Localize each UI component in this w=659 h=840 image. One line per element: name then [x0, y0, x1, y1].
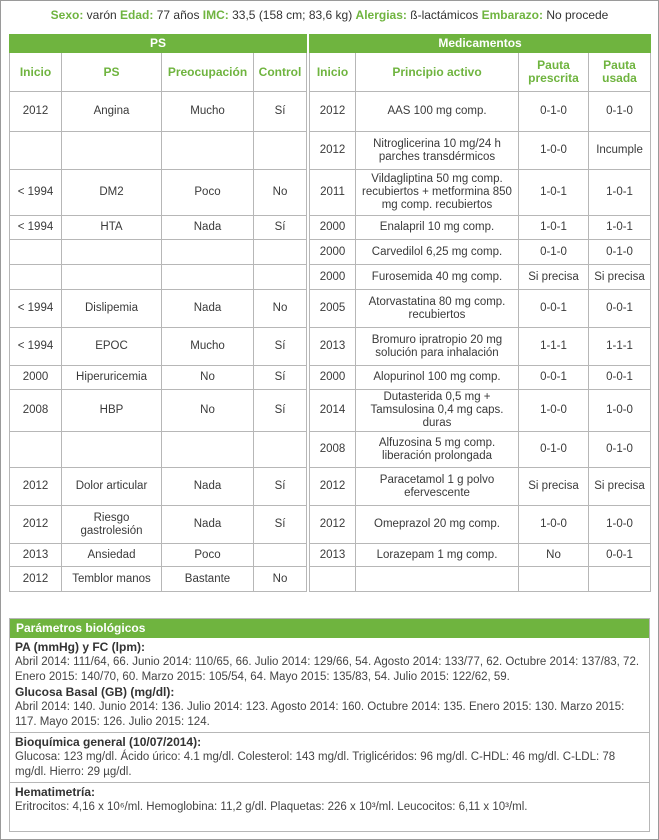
embarazo-value: No procede — [546, 8, 609, 22]
med-cell-inicio: 2013 — [310, 544, 356, 567]
bioquimica-heading: Bioquímica general (10/07/2014): — [15, 735, 202, 749]
ps-cell-inicio: < 1994 — [10, 216, 62, 240]
ps-row — [10, 92, 307, 132]
ps-row — [10, 544, 307, 567]
ps-cell-ps — [62, 240, 162, 265]
ps-cell-preocupacion: Nada — [162, 506, 254, 544]
ps-cell-ps — [62, 265, 162, 290]
ps-cell-control — [254, 132, 307, 170]
ps-cell-control: Sí — [254, 390, 307, 432]
med-row — [310, 170, 651, 216]
ps-cell-ps — [62, 432, 162, 468]
ps-cell-inicio: 2012 — [10, 92, 62, 132]
ps-row — [10, 240, 307, 265]
ps-cell-ps: Ansiedad — [62, 544, 162, 567]
ps-cell-inicio — [10, 265, 62, 290]
med-cell-inicio: 2000 — [310, 265, 356, 290]
ps-col-ps: PS — [62, 53, 162, 92]
med-cell-inicio: 2012 — [310, 506, 356, 544]
ps-cell-preocupacion — [162, 432, 254, 468]
medicamentos-table-body — [310, 92, 651, 592]
ps-cell-control: No — [254, 290, 307, 328]
ps-cell-control — [254, 265, 307, 290]
ps-cell-inicio: < 1994 — [10, 170, 62, 216]
med-cell-principio-activo: Paracetamol 1 g polvo efervescente — [356, 468, 519, 506]
ps-cell-ps: EPOC — [62, 328, 162, 366]
med-cell-principio-activo — [356, 567, 519, 592]
ps-cell-control: Sí — [254, 468, 307, 506]
med-cell-principio-activo: Vildagliptina 50 mg comp. recubiertos + metformina 850 mg comp. recubiertos — [356, 170, 519, 216]
med-cell-pauta-usada: 1-0-1 — [589, 216, 651, 240]
hematimetria-section — [10, 783, 649, 815]
ps-cell-ps: Angina — [62, 92, 162, 132]
med-cell-principio-activo: Enalapril 10 mg comp. — [356, 216, 519, 240]
med-cell-pauta-usada: Si precisa — [589, 265, 651, 290]
med-col-pauta-usada: Pauta usada — [589, 53, 651, 92]
med-cell-pauta-prescrita: 1-0-1 — [519, 216, 589, 240]
med-row — [310, 92, 651, 132]
med-cell-inicio: 2000 — [310, 240, 356, 265]
pa-section — [10, 638, 649, 730]
med-cell-principio-activo: Lorazepam 1 mg comp. — [356, 544, 519, 567]
med-cell-pauta-usada: 0-1-0 — [589, 240, 651, 265]
ps-cell-ps: Dolor articular — [62, 468, 162, 506]
med-cell-principio-activo: Dutasterida 0,5 mg + Tamsulosina 0,4 mg caps. duras — [356, 390, 519, 432]
med-cell-principio-activo: Furosemida 40 mg comp. — [356, 265, 519, 290]
ps-cell-inicio — [10, 432, 62, 468]
med-row — [310, 468, 651, 506]
med-cell-principio-activo: AAS 100 mg comp. — [356, 92, 519, 132]
med-cell-pauta-usada: 1-0-0 — [589, 390, 651, 432]
imc-value: 33,5 (158 cm; 83,6 kg) — [232, 8, 353, 22]
ps-cell-control: Sí — [254, 506, 307, 544]
ps-cell-inicio — [10, 132, 62, 170]
med-row — [310, 290, 651, 328]
ps-cell-preocupacion: Mucho — [162, 92, 254, 132]
ps-row — [10, 328, 307, 366]
med-cell-pauta-usada: 0-0-1 — [589, 366, 651, 390]
ps-row — [10, 216, 307, 240]
ps-row — [10, 432, 307, 468]
med-cell-pauta-usada: Si precisa — [589, 468, 651, 506]
parametros-biologicos-panel — [9, 618, 650, 832]
ps-cell-inicio: < 1994 — [10, 328, 62, 366]
med-cell-principio-activo: Alfuzosina 5 mg comp. liberación prolongada — [356, 432, 519, 468]
med-cell-principio-activo: Carvedilol 6,25 mg comp. — [356, 240, 519, 265]
ps-col-control: Control — [254, 53, 307, 92]
med-row — [310, 366, 651, 390]
ps-cell-ps: Hiperuricemia — [62, 366, 162, 390]
parametros-biologicos-title: Parámetros biológicos — [10, 619, 649, 638]
med-cell-inicio: 2000 — [310, 216, 356, 240]
med-cell-pauta-prescrita: 0-1-0 — [519, 240, 589, 265]
med-cell-pauta-prescrita: 1-0-1 — [519, 170, 589, 216]
med-col-principio-activo: Principio activo — [356, 53, 519, 92]
ps-cell-ps: HTA — [62, 216, 162, 240]
ps-row — [10, 506, 307, 544]
med-cell-inicio: 2012 — [310, 132, 356, 170]
med-cell-pauta-prescrita: 0-1-0 — [519, 92, 589, 132]
ps-cell-control — [254, 544, 307, 567]
med-cell-inicio: 2000 — [310, 366, 356, 390]
ps-table — [9, 34, 307, 592]
sexo-label: Sexo: — [50, 8, 84, 22]
gb-heading: Glucosa Basal (GB) (mg/dl): — [15, 685, 175, 699]
ps-cell-inicio: < 1994 — [10, 290, 62, 328]
pa-values: Abril 2014: 111/64, 66. Junio 2014: 110/65, 66. Julio 2014: 129/66, 54. Agosto 2014: 133/77, 62. Octubre 2014: 137/83, 72. Enero 2015: 140/70, 60. Marzo 2015: 105/54, 64. Mayo 2015: 135/83, 54. Julio 2015: 122/62, 59. — [15, 656, 640, 683]
med-cell-pauta-usada: 0-1-0 — [589, 92, 651, 132]
med-row — [310, 506, 651, 544]
hematimetria-heading: Hematimetría: — [15, 785, 96, 799]
med-cell-principio-activo: Nitroglicerina 10 mg/24 h parches transdérmicos — [356, 132, 519, 170]
med-cell-pauta-prescrita: 0-0-1 — [519, 366, 589, 390]
ps-row — [10, 567, 307, 592]
ps-cell-control — [254, 432, 307, 468]
med-cell-inicio: 2008 — [310, 432, 356, 468]
med-row — [310, 432, 651, 468]
ps-cell-inicio: 2008 — [10, 390, 62, 432]
med-col-inicio: Inicio — [310, 53, 356, 92]
ps-cell-ps: DM2 — [62, 170, 162, 216]
ps-table-body — [10, 92, 307, 592]
medicamentos-table — [309, 34, 651, 592]
ps-row — [10, 290, 307, 328]
ps-row — [10, 265, 307, 290]
embarazo-label: Embarazo: — [481, 8, 543, 22]
ps-cell-preocupacion — [162, 132, 254, 170]
ps-cell-preocupacion: Bastante — [162, 567, 254, 592]
bioquimica-values: Glucosa: 123 mg/dl. Ácido úrico: 4.1 mg/dl. Colesterol: 143 mg/dl. Triglicéridos: 96 mg/dl. C-HDL: 46 mg/dl. C-LDL: 78 mg/dl. Hierro: 29 µg/dl. — [15, 751, 616, 778]
ps-table-title: PS — [10, 35, 307, 53]
med-row — [310, 567, 651, 592]
patient-header — [0, 8, 659, 22]
med-cell-pauta-prescrita: Si precisa — [519, 468, 589, 506]
ps-cell-ps — [62, 132, 162, 170]
med-cell-inicio: 2012 — [310, 468, 356, 506]
ps-cell-inicio — [10, 240, 62, 265]
alergias-value: ß-lactámicos — [410, 8, 479, 22]
med-row — [310, 328, 651, 366]
ps-cell-preocupacion: Mucho — [162, 328, 254, 366]
medicamentos-table-title: Medicamentos — [310, 35, 651, 53]
med-cell-pauta-prescrita — [519, 567, 589, 592]
hematimetria-values: Eritrocitos: 4,16 x 10⁶/ml. Hemoglobina: 11,2 g/dl. Plaquetas: 226 x 10³/ml. Leucocitos: 6,11 x 10³/ml. — [15, 801, 528, 813]
med-cell-pauta-usada: 1-1-1 — [589, 328, 651, 366]
med-cell-pauta-usada: 1-0-1 — [589, 170, 651, 216]
ps-row — [10, 366, 307, 390]
med-cell-pauta-prescrita: 1-0-0 — [519, 390, 589, 432]
med-cell-inicio — [310, 567, 356, 592]
bioquimica-section — [10, 733, 649, 780]
med-cell-inicio: 2005 — [310, 290, 356, 328]
pa-heading: PA (mmHg) y FC (lpm): — [15, 640, 145, 654]
alergias-label: Alergias: — [355, 8, 407, 22]
ps-cell-preocupacion: Poco — [162, 544, 254, 567]
med-cell-pauta-usada — [589, 567, 651, 592]
ps-row — [10, 468, 307, 506]
ps-cell-preocupacion: Nada — [162, 290, 254, 328]
med-cell-principio-activo: Atorvastatina 80 mg comp. recubiertos — [356, 290, 519, 328]
ps-cell-control — [254, 240, 307, 265]
med-cell-pauta-prescrita: 1-0-0 — [519, 132, 589, 170]
ps-cell-preocupacion: Nada — [162, 216, 254, 240]
ps-row — [10, 132, 307, 170]
ps-cell-preocupacion — [162, 240, 254, 265]
med-cell-pauta-prescrita: No — [519, 544, 589, 567]
med-row — [310, 240, 651, 265]
med-cell-principio-activo: Alopurinol 100 mg comp. — [356, 366, 519, 390]
med-cell-pauta-prescrita: 1-0-0 — [519, 506, 589, 544]
med-cell-pauta-usada: 0-0-1 — [589, 290, 651, 328]
med-row — [310, 132, 651, 170]
ps-row — [10, 390, 307, 432]
ps-cell-ps: Dislipemia — [62, 290, 162, 328]
ps-cell-inicio: 2012 — [10, 468, 62, 506]
gb-values: Abril 2014: 140. Junio 2014: 136. Julio 2014: 123. Agosto 2014: 160. Octubre 2014: 135. Enero 2015: 130. Marzo 2015: 117. Mayo 2015: 126. Julio 2015: 124. — [15, 701, 625, 728]
med-cell-pauta-prescrita: Si precisa — [519, 265, 589, 290]
ps-col-inicio: Inicio — [10, 53, 62, 92]
med-row — [310, 390, 651, 432]
ps-cell-preocupacion: Nada — [162, 468, 254, 506]
ps-cell-preocupacion: No — [162, 366, 254, 390]
ps-cell-control: No — [254, 170, 307, 216]
imc-label: IMC: — [202, 8, 229, 22]
med-cell-pauta-usada: Incumple — [589, 132, 651, 170]
ps-cell-inicio: 2012 — [10, 567, 62, 592]
med-cell-inicio: 2014 — [310, 390, 356, 432]
edad-label: Edad: — [120, 8, 154, 22]
med-row — [310, 265, 651, 290]
ps-cell-inicio: 2013 — [10, 544, 62, 567]
ps-cell-control: No — [254, 567, 307, 592]
med-cell-inicio: 2013 — [310, 328, 356, 366]
med-cell-pauta-prescrita: 1-1-1 — [519, 328, 589, 366]
ps-cell-control: Sí — [254, 366, 307, 390]
ps-cell-inicio: 2000 — [10, 366, 62, 390]
ps-cell-control: Sí — [254, 328, 307, 366]
ps-cell-ps: Riesgo gastrolesión — [62, 506, 162, 544]
med-row — [310, 216, 651, 240]
med-cell-pauta-prescrita: 0-0-1 — [519, 290, 589, 328]
med-cell-pauta-usada: 0-0-1 — [589, 544, 651, 567]
ps-row — [10, 170, 307, 216]
ps-cell-inicio: 2012 — [10, 506, 62, 544]
ps-cell-preocupacion: Poco — [162, 170, 254, 216]
edad-value: 77 años — [156, 8, 200, 22]
ps-cell-preocupacion: No — [162, 390, 254, 432]
med-cell-pauta-usada: 0-1-0 — [589, 432, 651, 468]
med-cell-principio-activo: Omeprazol 20 mg comp. — [356, 506, 519, 544]
med-cell-principio-activo: Bromuro ipratropio 20 mg solución para inhalación — [356, 328, 519, 366]
med-cell-inicio: 2011 — [310, 170, 356, 216]
med-col-pauta-prescrita: Pauta prescrita — [519, 53, 589, 92]
ps-cell-control: Sí — [254, 216, 307, 240]
med-cell-inicio: 2012 — [310, 92, 356, 132]
ps-col-preocupacion: Preocupación — [162, 53, 254, 92]
sexo-value: varón — [86, 8, 117, 22]
med-cell-pauta-usada: 1-0-0 — [589, 506, 651, 544]
ps-cell-ps: HBP — [62, 390, 162, 432]
ps-cell-ps: Temblor manos — [62, 567, 162, 592]
ps-cell-preocupacion — [162, 265, 254, 290]
med-cell-pauta-prescrita: 0-1-0 — [519, 432, 589, 468]
med-row — [310, 544, 651, 567]
ps-cell-control: Sí — [254, 92, 307, 132]
